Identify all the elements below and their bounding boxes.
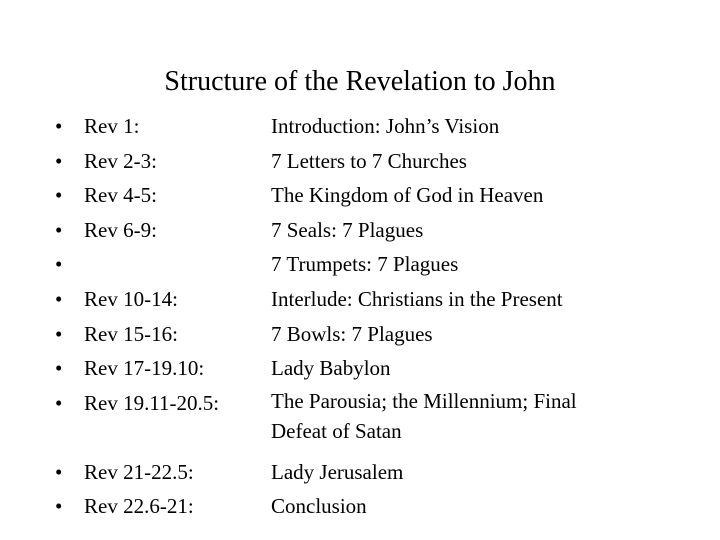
bullet-icon: •: [55, 217, 63, 242]
section-description: Interlude: Christians in the Present: [271, 286, 563, 311]
chapter-ref: Rev 15-16:: [84, 321, 178, 346]
chapter-ref: Rev 22.6-21:: [84, 494, 194, 519]
list-item: [0, 144, 720, 179]
chapter-ref: Rev 21-22.5:: [84, 459, 194, 484]
slide-title: Structure of the Revelation to John: [164, 66, 556, 97]
list-item: [0, 247, 720, 282]
chapter-ref: Rev 4-5:: [84, 183, 157, 208]
bullet-icon: •: [55, 321, 63, 346]
bullet-icon: •: [55, 252, 63, 277]
bullet-icon: •: [55, 114, 63, 138]
chapter-ref: Rev 6-9:: [84, 217, 157, 242]
structure-list: [0, 109, 720, 524]
bullet-icon: •: [55, 356, 63, 381]
list-item: [0, 455, 720, 490]
chapter-ref: Rev 19.11-20.5:: [84, 390, 220, 415]
section-description: 7 Seals: 7 Plagues: [271, 217, 424, 242]
section-description: Introduction: John’s Vision: [271, 114, 500, 138]
list-item: [0, 489, 720, 524]
section-description: 7 Letters to 7 Churches: [271, 148, 467, 173]
chapter-ref: Rev 10-14:: [84, 286, 178, 311]
section-description: Lady Babylon: [271, 356, 391, 381]
section-description: Lady Jerusalem: [271, 459, 404, 484]
list-item: [0, 317, 720, 352]
bullet-icon: •: [55, 183, 63, 208]
list-item: [0, 109, 720, 144]
list-item: [0, 178, 720, 213]
chapter-ref: Rev 17-19.10:: [84, 356, 205, 381]
list-item: [0, 386, 720, 450]
bullet-icon: •: [55, 148, 63, 173]
chapter-ref: Rev 2-3:: [84, 148, 157, 173]
bullet-icon: •: [55, 459, 63, 484]
list-item: [0, 351, 720, 386]
bullet-icon: •: [55, 286, 63, 311]
section-description: The Kingdom of God in Heaven: [271, 183, 544, 208]
chapter-ref: Rev 1:: [84, 114, 140, 138]
list-item: [0, 213, 720, 248]
section-description: Conclusion: [271, 494, 367, 519]
section-description: The Parousia; the Millennium; Final Defeat of Satan: [271, 388, 577, 444]
bullet-icon: •: [55, 494, 63, 519]
section-description: 7 Trumpets: 7 Plagues: [271, 252, 459, 277]
section-description: 7 Bowls: 7 Plagues: [271, 321, 433, 346]
bullet-icon: •: [55, 390, 63, 415]
list-item: [0, 282, 720, 317]
